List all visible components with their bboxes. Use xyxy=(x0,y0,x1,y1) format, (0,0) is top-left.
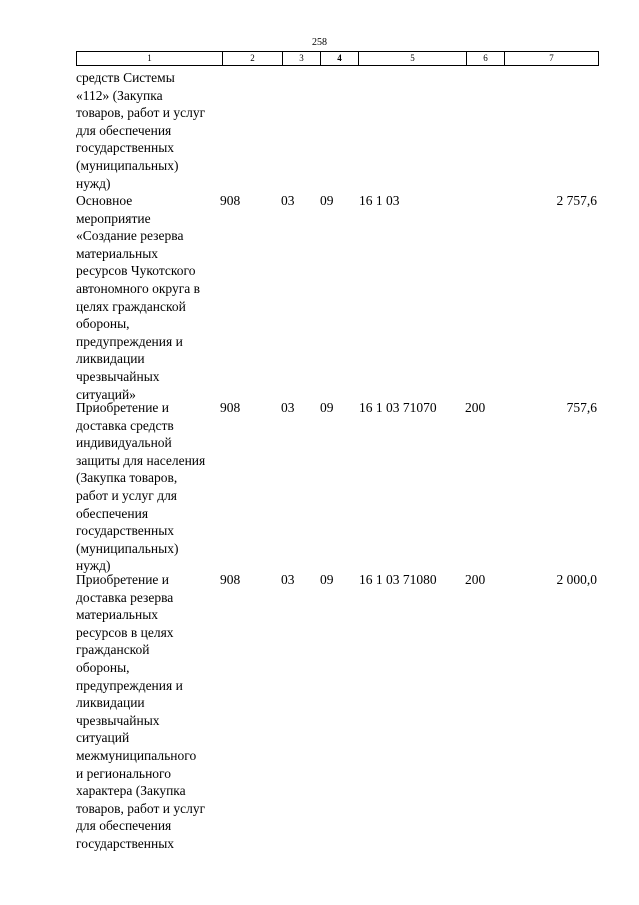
row-description xyxy=(76,69,224,192)
description-line: для обеспечения xyxy=(76,122,172,138)
description-line: (Закупка товаров, xyxy=(76,470,178,486)
description-line: товаров, работ и услуг xyxy=(76,105,206,121)
expense-type-code: 200 xyxy=(465,400,486,415)
row-description xyxy=(76,192,224,403)
description-line: ликвидации xyxy=(76,695,145,711)
amount: 2 757,6 xyxy=(556,193,597,208)
target-code: 16 1 03 71080 xyxy=(359,572,437,587)
description-line: товаров, работ и услуг xyxy=(76,800,206,816)
description-line: автономного округа в xyxy=(76,280,200,296)
header-col-2: 2 xyxy=(223,52,283,65)
description-line: государственных xyxy=(76,140,175,156)
description-line: работ и услуг для xyxy=(76,487,178,503)
description-line: чрезвычайных xyxy=(76,368,160,384)
description-line: и регионального xyxy=(76,765,172,781)
ministry-code: 908 xyxy=(220,572,241,587)
description-line: материальных xyxy=(76,245,159,261)
description-line: целях гражданской xyxy=(76,298,186,314)
description-line: государственных xyxy=(76,523,175,539)
row-description xyxy=(76,399,224,575)
description-line: чрезвычайных xyxy=(76,712,160,728)
header-col-4: 4 xyxy=(321,52,359,65)
section-code: 03 xyxy=(281,400,295,415)
description-line: доставка средств xyxy=(76,417,174,433)
description-line: обеспечения xyxy=(76,505,149,521)
description-line: индивидуальной xyxy=(76,435,172,451)
description-line: обороны, xyxy=(76,659,130,675)
description-line: ресурсов в целях xyxy=(76,624,174,640)
amount: 2 000,0 xyxy=(556,572,597,587)
description-line: Приобретение и xyxy=(76,572,170,587)
header-col-5: 5 xyxy=(359,52,467,65)
section-code: 03 xyxy=(281,193,295,208)
subsection-code: 09 xyxy=(320,572,334,587)
header-col-3: 3 xyxy=(283,52,321,65)
ministry-code: 908 xyxy=(220,400,241,415)
header-col-7: 7 xyxy=(549,53,554,63)
description-line: для обеспечения xyxy=(76,818,172,834)
subsection-code: 09 xyxy=(320,400,334,415)
description-line: средств Системы xyxy=(76,70,175,85)
expense-type-code: 200 xyxy=(465,572,486,587)
description-line: (муниципальных) xyxy=(76,157,179,173)
target-code: 16 1 03 71070 xyxy=(359,400,437,415)
row-description xyxy=(76,571,224,853)
description-line: Основное xyxy=(76,193,133,208)
description-line: ситуаций xyxy=(76,730,130,746)
subsection-code: 09 xyxy=(320,193,334,208)
description-line: мероприятие xyxy=(76,210,151,226)
table-header-row xyxy=(76,51,599,66)
description-line: ситуаций» xyxy=(76,386,136,402)
description-line: характера (Закупка xyxy=(76,783,186,799)
section-code: 03 xyxy=(281,572,295,587)
description-line: ресурсов Чукотского xyxy=(76,263,196,279)
description-line: «112» (Закупка xyxy=(76,87,163,103)
description-line: нужд) xyxy=(76,175,111,191)
description-line: предупреждения и xyxy=(76,333,183,349)
page-number: 258 xyxy=(312,37,327,48)
description-line: нужд) xyxy=(76,558,111,574)
target-code: 16 1 03 xyxy=(359,193,400,208)
description-line: материальных xyxy=(76,607,159,623)
description-line: Приобретение и xyxy=(76,400,170,415)
description-line: «Создание резерва xyxy=(76,228,184,244)
description-line: (муниципальных) xyxy=(76,540,179,556)
description-line: гражданской xyxy=(76,642,150,658)
header-col-1: 1 xyxy=(77,52,223,65)
description-line: предупреждения и xyxy=(76,677,183,693)
description-line: государственных xyxy=(76,835,175,851)
ministry-code: 908 xyxy=(220,193,241,208)
description-line: доставка резерва xyxy=(76,589,174,605)
amount: 757,6 xyxy=(566,400,597,415)
description-line: обороны, xyxy=(76,316,130,332)
description-line: ликвидации xyxy=(76,351,145,367)
header-col-6: 6 xyxy=(467,52,505,65)
description-line: межмуниципального xyxy=(76,747,197,763)
description-line: защиты для населения xyxy=(76,452,206,468)
